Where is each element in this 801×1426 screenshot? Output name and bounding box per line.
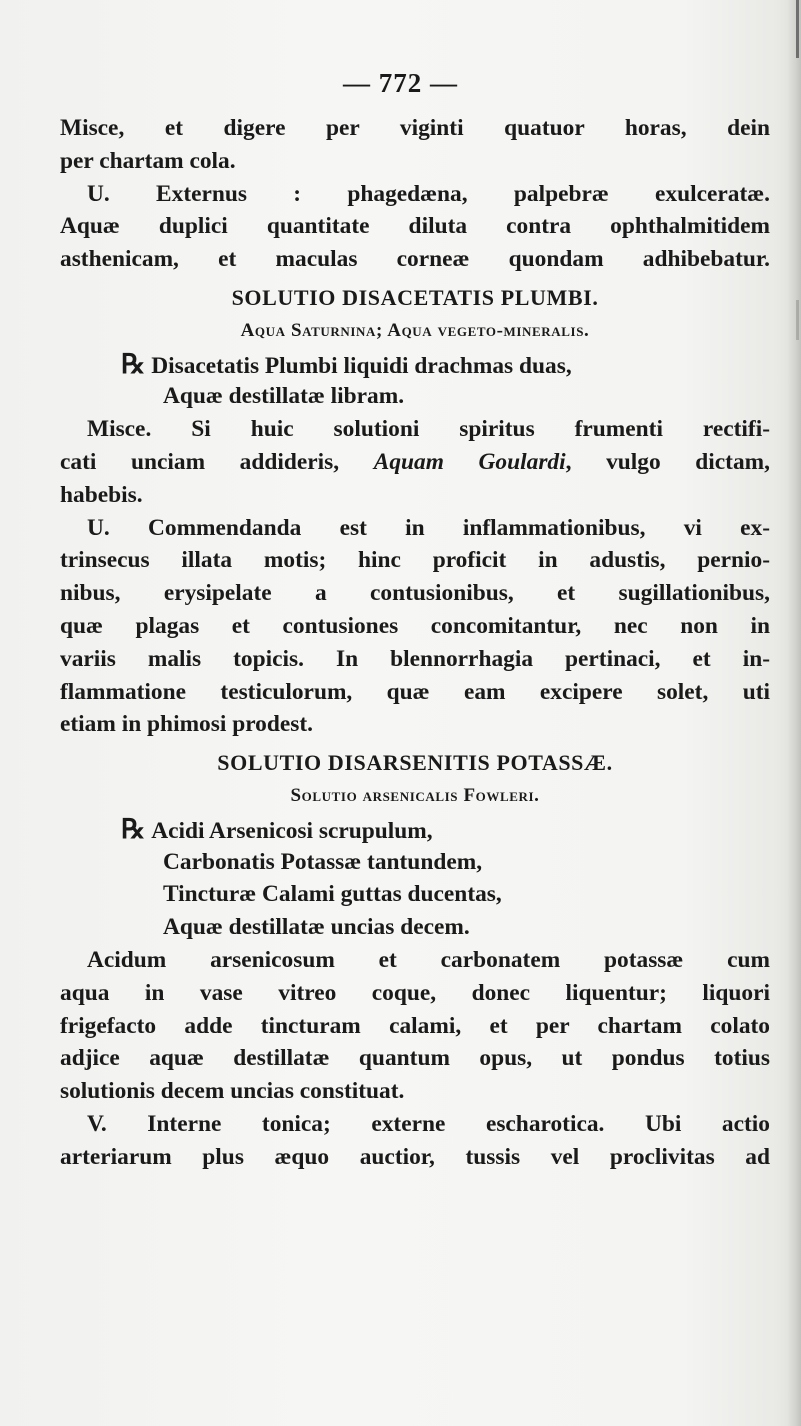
text-fragment: , vulgo dictam, xyxy=(565,448,770,475)
section-heading: SOLUTIO DISACETATIS PLUMBI. xyxy=(231,284,599,310)
recipe-symbol-icon: ℞ xyxy=(121,348,146,379)
recipe-text: Acidi Arsenicosi scrupulum, xyxy=(151,817,433,844)
text-line: trinsecus illata motis; hinc proficit in adustis, pernio- xyxy=(60,547,770,574)
italic-term: Aquam Goulardi xyxy=(373,448,566,475)
text-line: etiam in phimosi prodest. xyxy=(60,711,313,738)
recipe-line: Aquæ destillatæ uncias decem. xyxy=(163,914,470,941)
recipe-line: Tincturæ Calami guttas ducentas, xyxy=(163,881,502,908)
subheading-text: Solutio arsenicalis Fowleri. xyxy=(290,784,540,806)
text-line: Misce, et digere per viginti quatuor horas, dein xyxy=(60,115,770,141)
text-line: solutionis decem uncias constituat. xyxy=(60,1078,405,1105)
text-line: asthenicam, et maculas corneæ quondam adhibebatur. xyxy=(60,246,770,273)
text-line: aqua in vase vitreo coque, donec liquentur; liquori xyxy=(60,979,770,1006)
section-heading: SOLUTIO DISARSENITIS POTASSÆ. xyxy=(217,750,613,776)
section-subheading xyxy=(60,315,770,348)
text-line: flammatione testiculorum, quæ eam excipere solet, uti xyxy=(60,678,770,705)
page-edge-shadow xyxy=(787,0,801,1426)
text-line: U. Externus : phagedæna, palpebræ exulceratæ. xyxy=(87,180,770,207)
recipe-line: Carbonatis Potassæ tantundem, xyxy=(163,848,483,875)
text-line: V. Interne tonica; externe escharotica. Ubi actio xyxy=(87,1110,770,1137)
text-line: variis malis topicis. In blennorrhagia pertinaci, et in- xyxy=(60,645,770,672)
text-line: frigefacto adde tincturam calami, et per chartam colato xyxy=(60,1012,770,1039)
text-line: habebis. xyxy=(60,481,143,508)
text-line: Acidum arsenicosum et carbonatem potassæ cum xyxy=(87,946,770,973)
page-number: — 772 — xyxy=(343,68,458,98)
binding-mark xyxy=(796,0,799,58)
text-line: Misce. Si huic solutioni spiritus frumenti rectifi- xyxy=(87,416,770,443)
binding-mark xyxy=(796,300,799,340)
text-line: adjice aquæ destillatæ quantum opus, ut pondus totius xyxy=(60,1045,770,1072)
recipe-line xyxy=(60,348,770,381)
text-line: Aquæ duplici quantitate diluta contra ophthalmitidem xyxy=(60,213,770,240)
section-subheading xyxy=(60,780,770,813)
page-body xyxy=(60,112,770,1174)
recipe-line: Aquæ destillatæ libram. xyxy=(163,383,405,410)
text-line: quæ plagas et contusiones concomitantur, nec non in xyxy=(60,612,770,639)
text-line: arteriarum plus æquo auctior, tussis vel proclivitas ad xyxy=(60,1143,770,1170)
text-line: U. Commendanda est in inflammationibus, vi ex- xyxy=(87,514,770,541)
recipe-line xyxy=(60,813,770,846)
text-line xyxy=(60,446,770,479)
recipe-text: Disacetatis Plumbi liquidi drachmas duas, xyxy=(151,352,572,379)
subheading-text: Aqua Saturnina; Aqua vegeto-mineralis. xyxy=(240,319,590,341)
text-line: nibus, erysipelate a contusionibus, et sugillationibus, xyxy=(60,580,770,607)
text-fragment: cati unciam addideris, xyxy=(60,448,374,475)
text-line: per chartam cola. xyxy=(60,147,236,174)
recipe-symbol-icon: ℞ xyxy=(121,813,146,844)
